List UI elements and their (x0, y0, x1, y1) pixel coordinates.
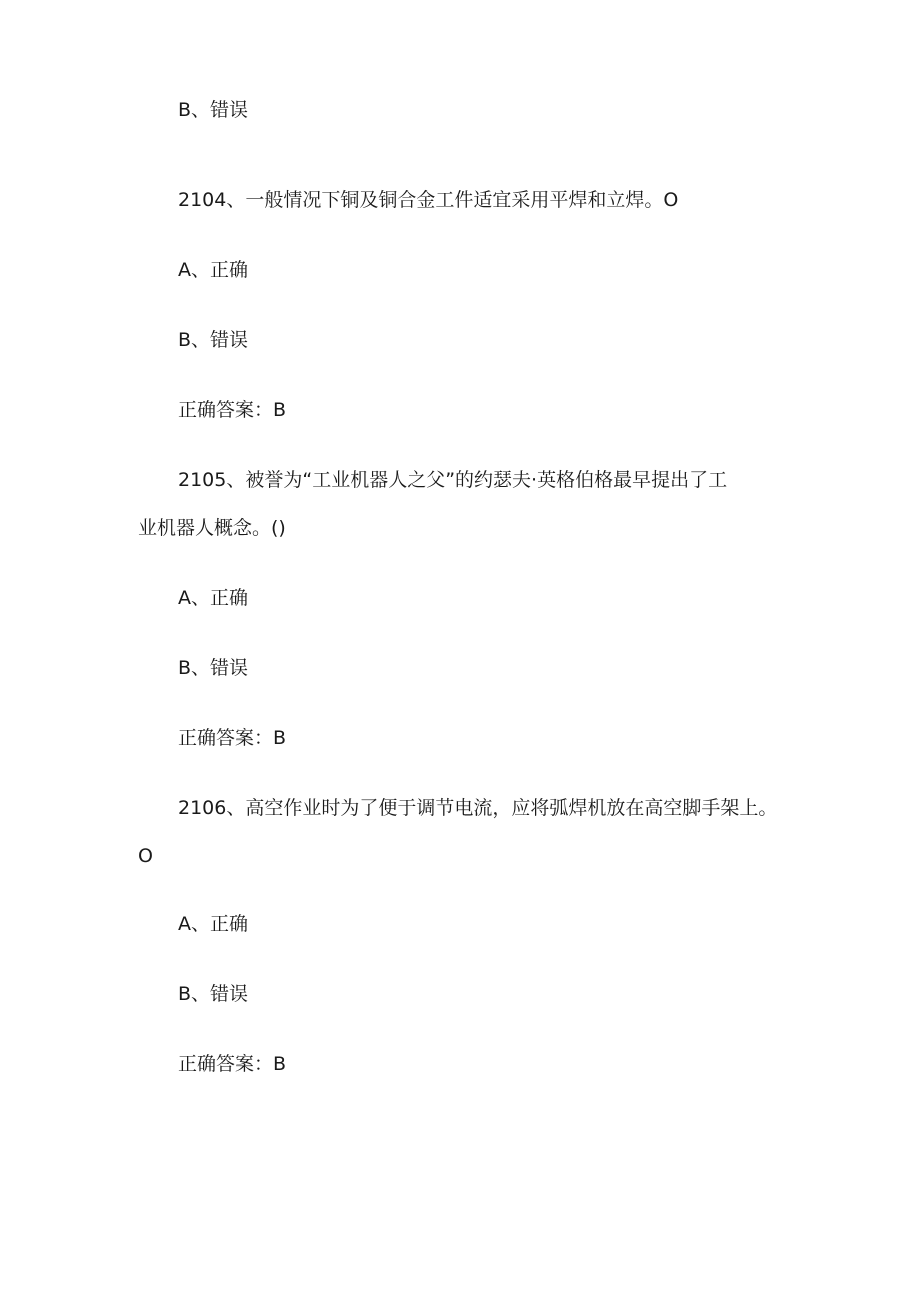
q2106-option-a: A、正确 (178, 913, 248, 935)
q2103-option-b: B、错误 (178, 99, 249, 121)
q2104-question: 2104、一般情况下铜及铜合金工件适宜采用平焊和立焊。O (178, 189, 679, 211)
q2104-option-b: B、错误 (178, 329, 249, 351)
q2105-option-b: B、错误 (178, 657, 249, 679)
q2106-question-line1: 2106、高空作业时为了便于调节电流，应将弧焊机放在高空脚手架上。 (178, 797, 778, 819)
q2106-option-b: B、错误 (178, 983, 249, 1005)
q2105-question-line1: 2105、被誉为“工业机器人之父”的约瑟夫·英格伯格最早提出了工 (178, 469, 728, 491)
q2104-option-a: A、正确 (178, 259, 248, 281)
q2106-answer: 正确答案：B (178, 1053, 287, 1075)
q2104-answer: 正确答案：B (178, 399, 287, 421)
q2105-option-a: A、正确 (178, 587, 248, 609)
q2105-answer: 正确答案：B (178, 727, 287, 749)
q2105-question-line2: 业机器人概念。() (138, 517, 286, 539)
q2106-question-line2: O (138, 845, 153, 867)
